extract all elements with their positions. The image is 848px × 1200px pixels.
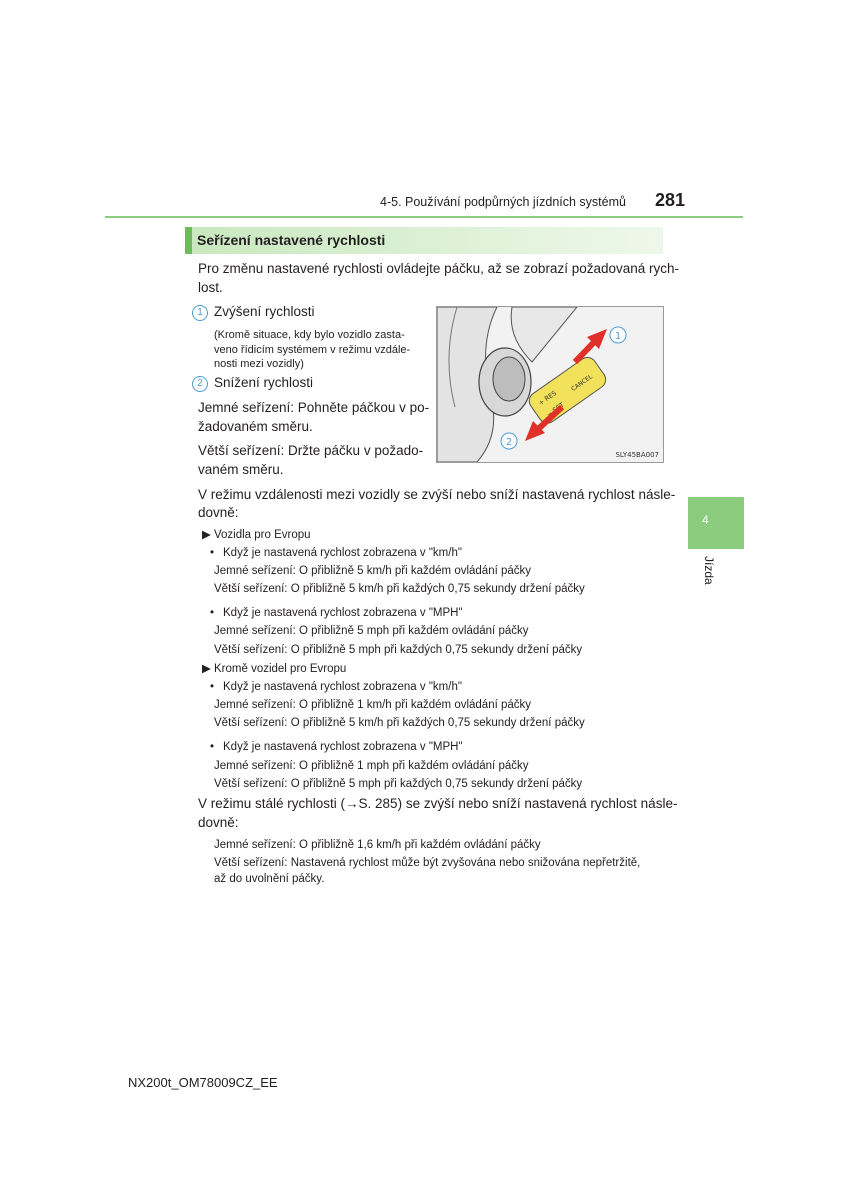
chapter-side-label: Jízda: [702, 556, 716, 585]
dot-bullet-icon: •: [210, 547, 215, 559]
non-europe-kmh-fine: Jemné seřízení: O přibližně 1 km/h při každém ovládání páčky: [214, 699, 532, 711]
europe-heading: Vozidla pro Evropu: [214, 529, 311, 541]
triangle-bullet-icon: ▶: [202, 663, 211, 675]
chapter-tab-number: 4: [702, 513, 709, 527]
dot-bullet-icon: •: [210, 681, 215, 693]
item1-note-1: (Kromě situace, kdy bylo vozidlo zasta-: [214, 329, 405, 341]
europe-mph-bullet: Když je nastavená rychlost zobrazena v "MPH": [223, 607, 463, 619]
header-rule: [105, 216, 743, 218]
callout-number-2: 2: [192, 376, 208, 392]
figure-callout-1: 1: [614, 331, 622, 342]
non-europe-heading: Kromě vozidel pro Evropu: [214, 663, 347, 675]
running-header: 4-5. Používání podpůrných jízdních systémů: [380, 195, 626, 209]
figure-code: SLY45BA007: [615, 451, 659, 459]
coarse-adjust-line-2: vaném směru.: [198, 462, 284, 477]
constant-coarse-line-1: Větší seřízení: Nastavená rychlost může být zvyšována nebo snižována nepřetržitě,: [214, 857, 641, 869]
europe-kmh-bullet: Když je nastavená rychlost zobrazena v "km/h": [223, 547, 462, 559]
constant-fine: Jemné seřízení: O přibližně 1,6 km/h při každém ovládání páčky: [214, 839, 541, 851]
callout-number-1: 1: [192, 305, 208, 321]
lever-illustration: [436, 306, 664, 463]
item1-note-3: nosti mezi vozidly): [214, 358, 304, 370]
intro-line-2: lost.: [198, 280, 223, 295]
item1-note-2: veno řídicím systémem v režimu vzdále-: [214, 344, 411, 356]
constant-mode-line-1: V režimu stálé rychlosti (→S. 285) se zvýší nebo sníží nastavená rychlost násle-: [198, 796, 678, 811]
coarse-adjust-line-1: Větší seřízení: Držte páčku v požado-: [198, 443, 424, 458]
dot-bullet-icon: •: [210, 741, 215, 753]
lever-drawing: [437, 307, 663, 462]
lever-label-set: −: [544, 409, 554, 419]
constant-mode-line-2: dovně:: [198, 815, 239, 830]
lever-label-res: + RES: [536, 389, 559, 408]
constant-coarse-line-2: až do uvolnění páčky.: [214, 873, 325, 885]
item1-label: Zvýšení rychlosti: [214, 304, 315, 319]
distance-mode-line-1: V režimu vzdálenosti mezi vozidly se zvýší nebo sníží nastavená rychlost násle-: [198, 487, 676, 502]
page-number: 281: [655, 190, 686, 210]
footer-code: NX200t_OM78009CZ_EE: [128, 1075, 278, 1090]
non-europe-kmh-coarse: Větší seřízení: O přibližně 5 km/h při každých 0,75 sekundy držení páčky: [214, 717, 585, 729]
distance-mode-line-2: dovně:: [198, 505, 239, 520]
europe-kmh-coarse: Větší seřízení: O přibližně 5 km/h při každých 0,75 sekundy držení páčky: [214, 583, 585, 595]
dot-bullet-icon: •: [210, 607, 215, 619]
europe-kmh-fine: Jemné seřízení: O přibližně 5 km/h při každém ovládání páčky: [214, 565, 532, 577]
non-europe-kmh-bullet: Když je nastavená rychlost zobrazena v "km/h": [223, 681, 462, 693]
lever-label-cancel: CANCEL: [570, 373, 594, 393]
non-europe-mph-fine: Jemné seřízení: O přibližně 1 mph při každém ovládání páčky: [214, 760, 529, 772]
non-europe-mph-bullet: Když je nastavená rychlost zobrazena v "MPH": [223, 741, 463, 753]
fine-adjust-line-1: Jemné seřízení: Pohněte páčkou v po-: [198, 400, 430, 415]
item2-label: Snížení rychlosti: [214, 375, 314, 390]
figure-callout-2: 2: [505, 437, 513, 448]
intro-line-1: Pro změnu nastavené rychlosti ovládejte páčku, až se zobrazí požadovaná rych-: [198, 261, 680, 276]
europe-mph-fine: Jemné seřízení: O přibližně 5 mph při každém ovládání páčky: [214, 625, 529, 637]
non-europe-mph-coarse: Větší seřízení: O přibližně 5 mph při každých 0,75 sekundy držení páčky: [214, 778, 583, 790]
europe-mph-coarse: Větší seřízení: O přibližně 5 mph při každých 0,75 sekundy držení páčky: [214, 644, 583, 656]
triangle-bullet-icon: ▶: [202, 529, 211, 541]
fine-adjust-line-2: žadovaném směru.: [198, 419, 313, 434]
chapter-tab[interactable]: [688, 497, 744, 549]
section-title: Seřízení nastavené rychlosti: [197, 232, 386, 248]
